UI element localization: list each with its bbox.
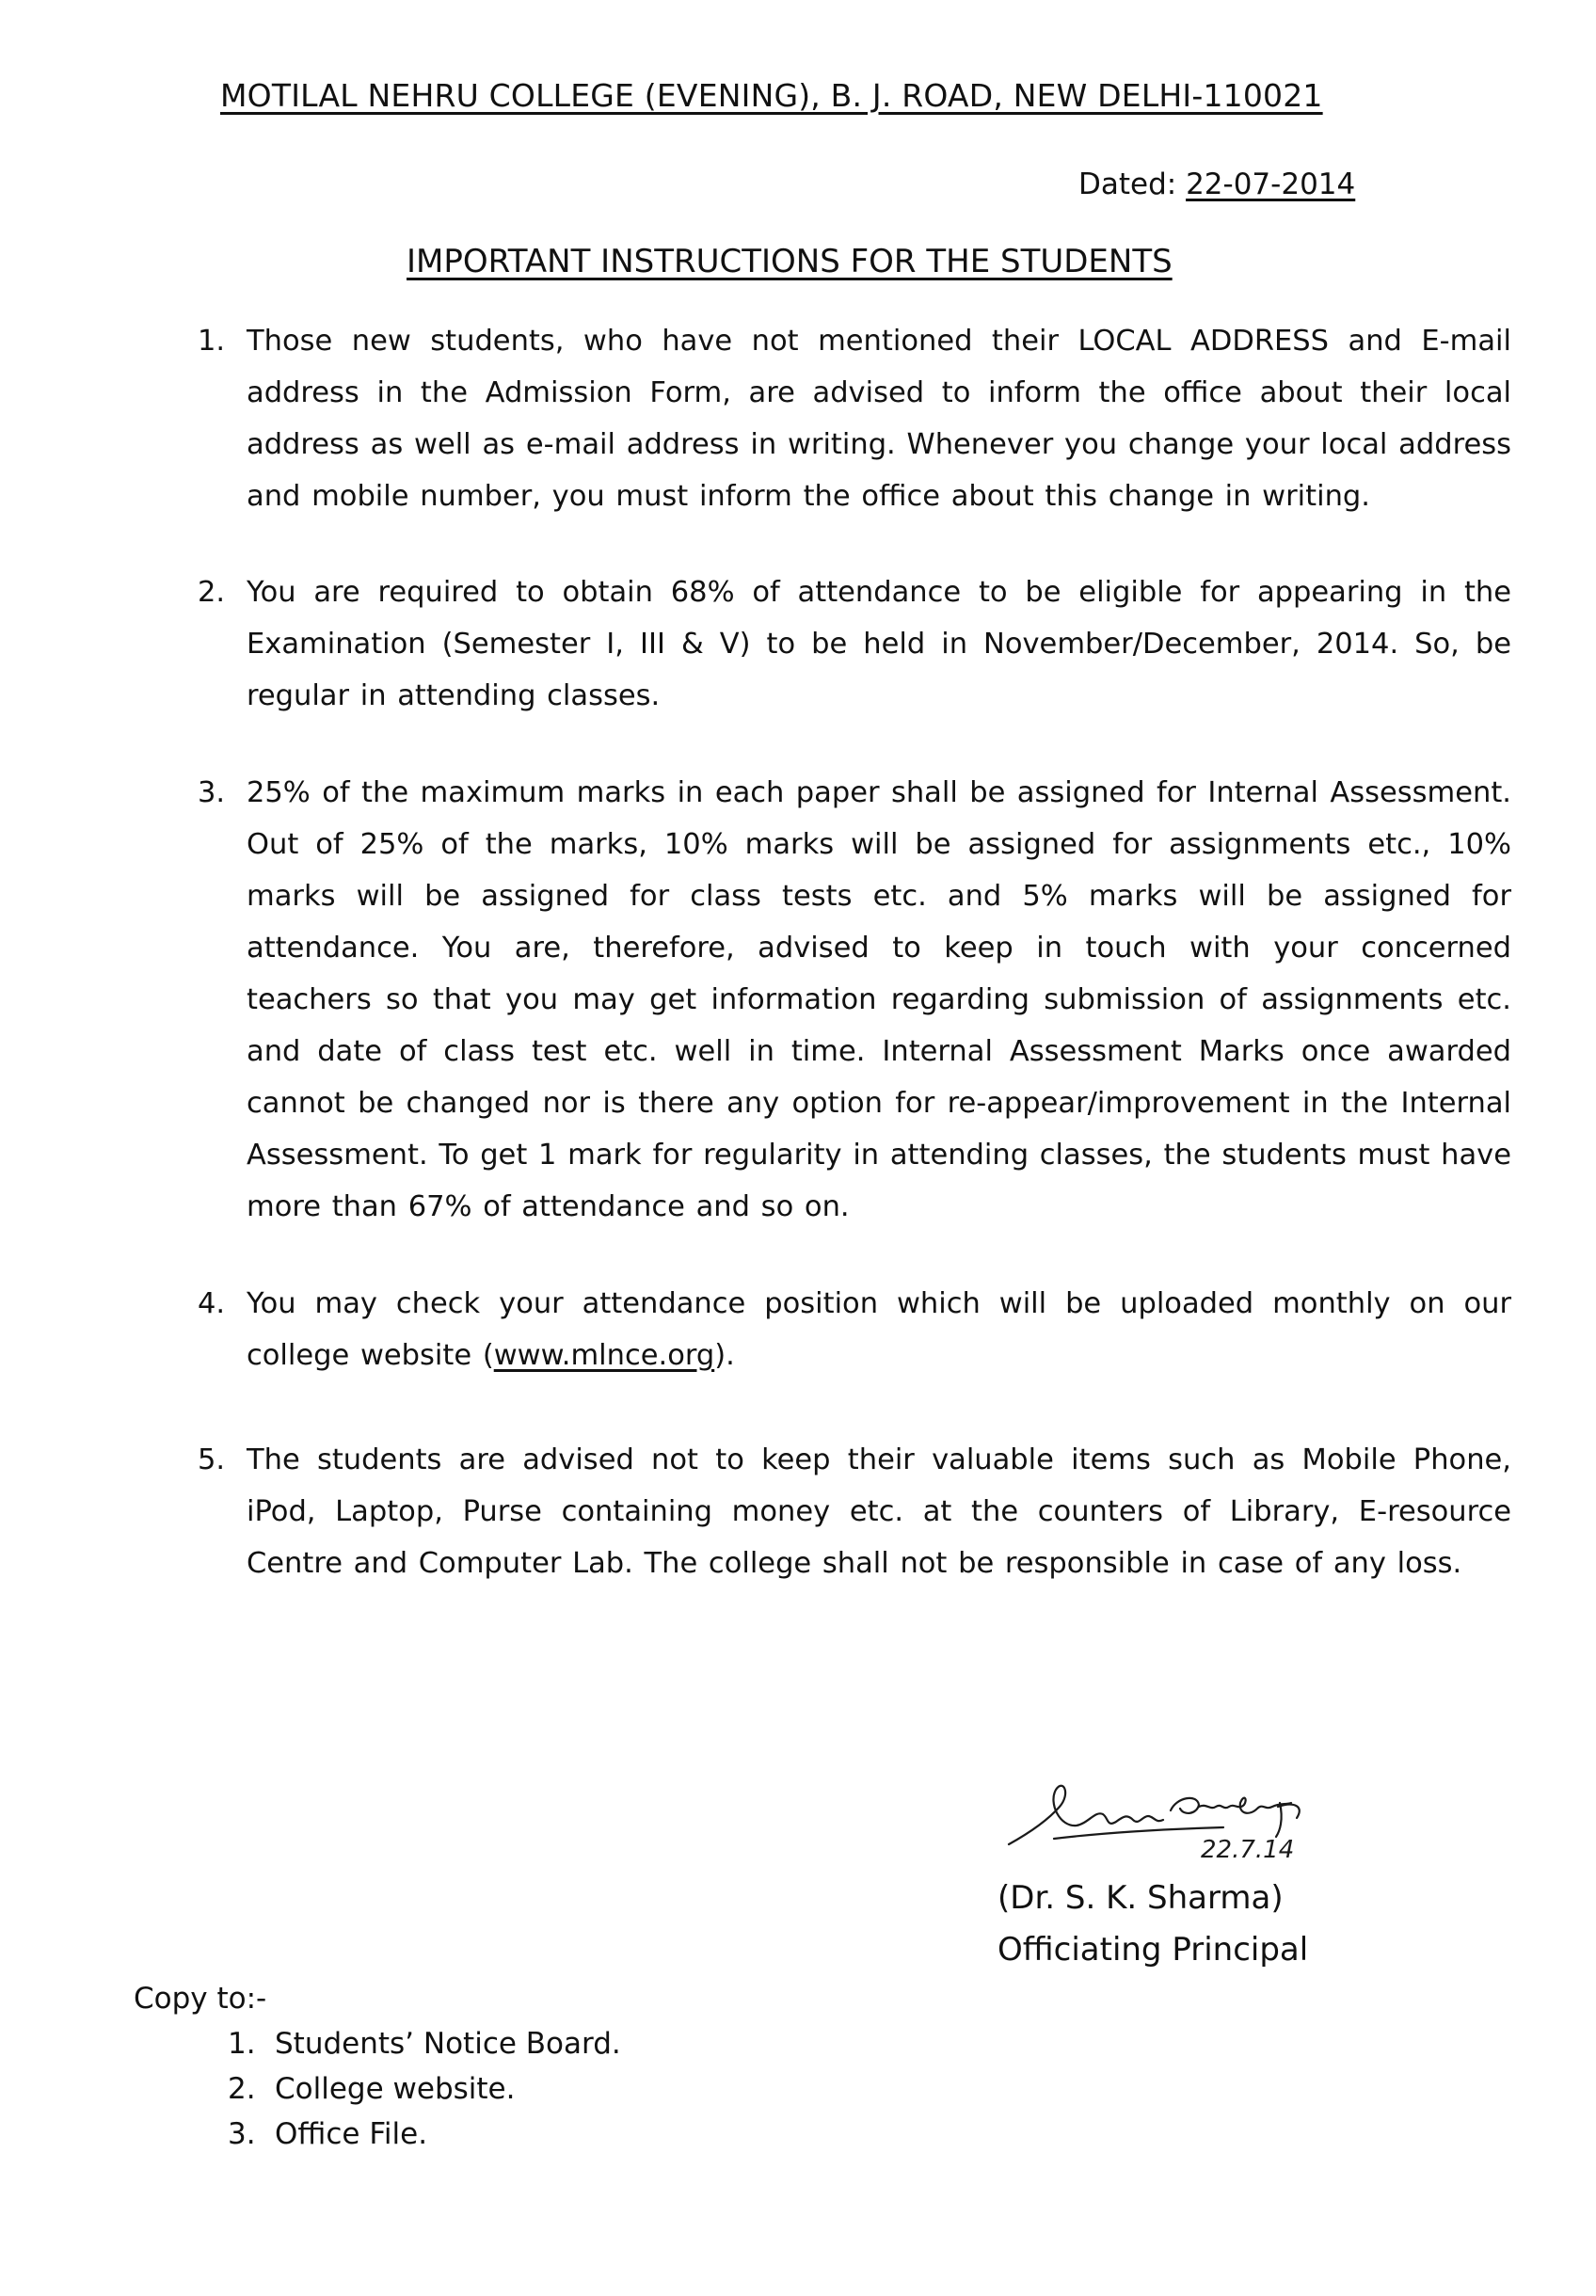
college-header: MOTILAL NEHRU COLLEGE (EVENING), B. J. ROAD, NEW DELHI-110021 xyxy=(220,77,1323,114)
notice-date xyxy=(1078,167,1355,201)
instruction-number: 4. xyxy=(198,1287,226,1320)
instruction-item xyxy=(184,1434,1511,1589)
college-website-link[interactable]: www.mlnce.org xyxy=(493,1339,715,1372)
copy-to-text: College website. xyxy=(275,2072,516,2106)
copy-to-item xyxy=(228,2066,621,2112)
instruction-text: The students are advised not to keep their valuable items such as Mobile Phone, iPod, Laptop, Purse containing money etc. at the counters of Library, E-resource Centre and Computer Lab. The college shall not be responsible in case of any loss. xyxy=(247,1443,1511,1580)
notice-subtitle: IMPORTANT INSTRUCTIONS FOR THE STUDENTS xyxy=(407,243,1173,280)
copy-to-text: Students’ Notice Board. xyxy=(275,2027,621,2061)
instruction-number: 5. xyxy=(198,1443,226,1476)
instruction-text-before-link: You may check your attendance position which will be uploaded monthly on our college website ( xyxy=(247,1287,1511,1372)
copy-to-text: Office File. xyxy=(275,2117,428,2151)
instruction-item xyxy=(184,566,1511,722)
instruction-number: 3. xyxy=(198,776,226,809)
instruction-number: 2. xyxy=(198,576,226,609)
copy-to-number: 3. xyxy=(228,2117,256,2151)
signatory-block xyxy=(998,1873,1308,1976)
instruction-number: 1. xyxy=(198,325,226,358)
signatory-name: (Dr. S. K. Sharma) xyxy=(998,1879,1284,1917)
copy-to-item xyxy=(228,2112,621,2157)
instruction-item xyxy=(184,767,1511,1233)
instructions-list xyxy=(184,315,1511,1589)
copy-to-number: 2. xyxy=(228,2072,256,2106)
copy-to-item xyxy=(228,2021,621,2066)
dated-label: Dated: xyxy=(1078,167,1177,201)
signature-date: 22.7.14 xyxy=(1201,1836,1295,1864)
copy-to-list xyxy=(228,2021,621,2157)
date-value: 22-07-2014 xyxy=(1186,167,1356,201)
instruction-text-after-link: ). xyxy=(714,1339,735,1372)
instruction-text: Those new students, who have not mentioned their LOCAL ADDRESS and E-mail address in the Admission Form, are advised to inform the office about their local address as well as e-mail address in writing. Whenever you change your local address and mobile number, you must inform the office about this change in writing. xyxy=(247,325,1511,513)
copy-to-number: 1. xyxy=(228,2027,256,2061)
copy-to-label: Copy to:- xyxy=(134,1982,267,2016)
instruction-text: 25% of the maximum marks in each paper shall be assigned for Internal Assessment. Out of 25% of the marks, 10% marks will be assigned for assignments etc., 10% marks will be assigned for class tests etc. and 5% marks will be assigned for attendance. You are, therefore, advised to keep in touch with your concerned teachers so that you may get information regarding submission of assignments etc. and date of class test etc. well in time. Internal Assessment Marks once awarded cannot be changed nor is there any option for re-appear/improvement in the Internal Assessment. To get 1 mark for regularity in attending classes, the students must have more than 67% of attendance and so on. xyxy=(247,776,1511,1223)
instruction-item xyxy=(184,1278,1511,1381)
instruction-text: You are required to obtain 68% of attendance to be eligible for appearing in the Examination (Semester I, III & V) to be held in November/December, 2014. So, be regular in attending classes. xyxy=(247,576,1511,712)
instruction-item xyxy=(184,315,1511,522)
handwritten-signature xyxy=(998,1748,1374,1871)
signatory-designation: Officiating Principal xyxy=(998,1931,1309,1969)
